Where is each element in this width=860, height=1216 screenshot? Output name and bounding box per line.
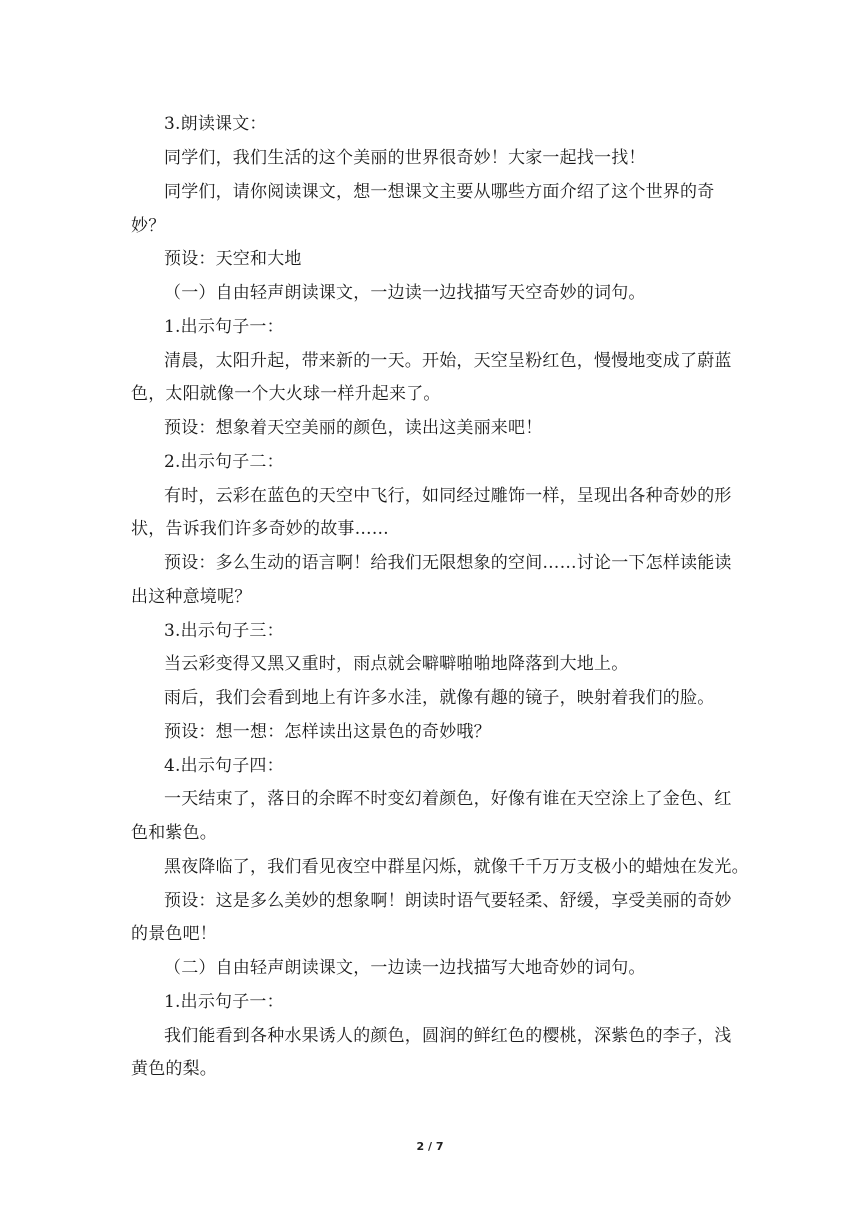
paragraph-line: 预设：想象着天空美丽的颜色，读出这美丽来吧！ xyxy=(164,418,543,438)
section-heading: （一）自由轻声朗读课文，一边读一边找描写天空奇妙的词句。 xyxy=(164,283,646,303)
section-heading: （二）自由轻声朗读课文，一边读一边找描写大地奇妙的词句。 xyxy=(164,958,646,978)
paragraph-line: 3.出示句子三： xyxy=(164,621,284,641)
paragraph-line: 预设：天空和大地 xyxy=(164,249,302,269)
paragraph-line: 清晨，太阳升起，带来新的一天。开始，天空呈粉红色，慢慢地变成了蔚蓝 xyxy=(164,351,732,371)
paragraph-line: 妙？ xyxy=(131,216,166,236)
paragraph-line: 一天结束了，落日的余晖不时变幻着颜色，好像有谁在天空涂上了金色、红 xyxy=(164,789,732,809)
paragraph-line: 1.出示句子一： xyxy=(164,317,284,337)
paragraph-line: 预设：想一想：怎样读出这景色的奇妙哦？ xyxy=(164,722,491,742)
paragraph-line: 预设：这是多么美妙的想象啊！朗读时语气要轻柔、舒缓，享受美丽的奇妙 xyxy=(164,891,732,911)
paragraph-line: 我们能看到各种水果诱人的颜色，圆润的鲜红色的樱桃，深紫色的李子，浅 xyxy=(164,1026,732,1046)
paragraph-line: 有时，云彩在蓝色的天空中飞行，如同经过雕饰一样，呈现出各种奇妙的形 xyxy=(164,486,732,506)
paragraph-line: 同学们，请你阅读课文，想一想课文主要从哪些方面介绍了这个世界的奇 xyxy=(164,182,715,202)
page-number: 2 / 7 xyxy=(416,1140,444,1153)
paragraph-line: 预设：多么生动的语言啊！给我们无限想象的空间……讨论一下怎样读能读 xyxy=(164,553,732,573)
paragraph-line: 雨后，我们会看到地上有许多水洼，就像有趣的镜子，映射着我们的脸。 xyxy=(164,688,715,708)
paragraph-line: 2.出示句子二： xyxy=(164,452,284,472)
paragraph-line: 当云彩变得又黑又重时，雨点就会噼噼啪啪地降落到大地上。 xyxy=(164,654,629,674)
paragraph-line: 同学们，我们生活的这个美丽的世界很奇妙！大家一起找一找！ xyxy=(164,148,646,168)
paragraph-line: 的景色吧！ xyxy=(131,924,217,944)
paragraph-line: 色，太阳就像一个大火球一样升起来了。 xyxy=(131,384,441,404)
paragraph-line: 4.出示句子四： xyxy=(164,756,284,776)
paragraph-line: 黑夜降临了，我们看见夜空中群星闪烁，就像千千万万支极小的蜡烛在发光。 xyxy=(164,857,749,877)
paragraph-line: 状，告诉我们许多奇妙的故事…… xyxy=(131,519,389,539)
paragraph-line: 3.朗读课文： xyxy=(164,114,267,134)
paragraph-line: 1.出示句子一： xyxy=(164,992,284,1012)
paragraph-line: 出这种意境呢？ xyxy=(131,587,252,607)
paragraph-line: 黄色的梨。 xyxy=(131,1059,217,1079)
paragraph-line: 色和紫色。 xyxy=(131,823,217,843)
